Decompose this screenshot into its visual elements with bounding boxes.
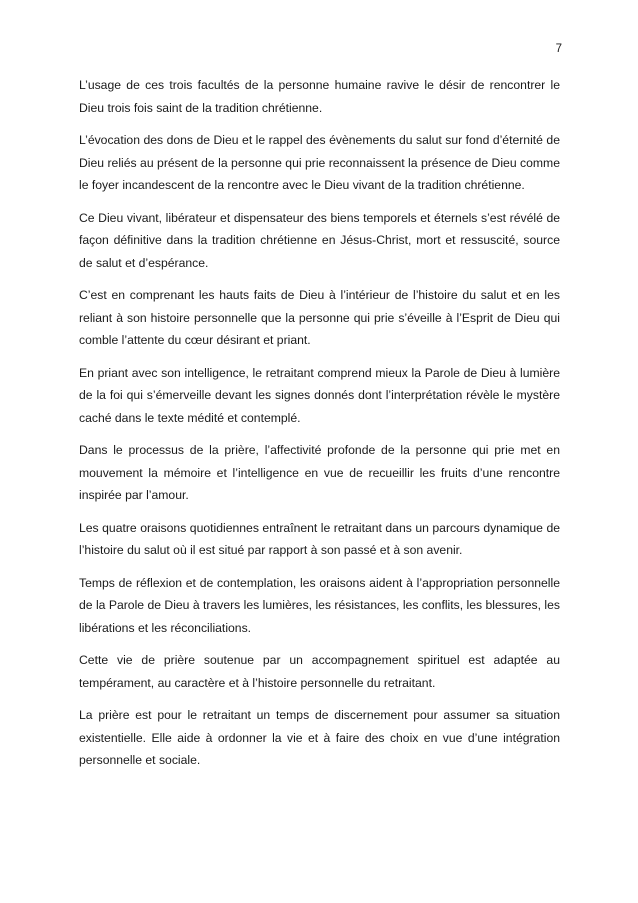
paragraph-3: Ce Dieu vivant, libérateur et dispensateur des biens temporels et éternels s’est révélé de façon définitive dans la tradition chrétienne en Jésus-Christ, mort et ressuscité, source de salut et d’espérance. bbox=[79, 210, 560, 270]
paragraph-10: La prière est pour le retraitant un temps de discernement pour assumer sa situation existentielle. Elle aide à ordonner la vie et à faire des choix en vue d’une intégration personnelle et sociale. bbox=[79, 708, 560, 767]
paragraph-5: En priant avec son intelligence, le retraitant comprend mieux la Parole de Dieu à lumière de la foi qui s’émerveille devant les signes donnés dont l’interprétation révèle le mystère caché dans le texte médité et contemplé. bbox=[79, 365, 560, 425]
paragraph-8: Temps de réflexion et de contemplation, les oraisons aident à l’appropriation personnelle de la Parole de Dieu à travers les lumières, les résistances, les conflits, les blessures, les libérations et les réconciliations. bbox=[79, 575, 560, 635]
page-number: 7 bbox=[555, 43, 562, 55]
paragraph-4: C’est en comprenant les hauts faits de Dieu à l’intérieur de l’histoire du salut et en les reliant à son histoire personnelle que la personne qui prie s’éveille à l’Esprit de Dieu qui comble l’attente du cœur désirant et priant. bbox=[79, 288, 560, 347]
paragraph-9: Cette vie de prière soutenue par un accompagnement spirituel est adaptée au tempérament, au caractère et à l’histoire personnelle du retraitant. bbox=[79, 653, 560, 690]
paragraph-1: L’usage de ces trois facultés de la personne humaine ravive le désir de rencontrer le Dieu trois fois saint de la tradition chrétienne. bbox=[79, 78, 560, 115]
paragraph-7: Les quatre oraisons quotidiennes entraînent le retraitant dans un parcours dynamique de l’histoire du salut où il est situé par rapport à son passé et à son avenir. bbox=[79, 520, 560, 557]
document-body bbox=[79, 74, 560, 782]
paragraph-6: Dans le processus de la prière, l’affectivité profonde de la personne qui prie met en mouvement la mémoire et l’intelligence en vue de recueillir les fruits d’une rencontre inspirée par l’amour. bbox=[79, 443, 560, 502]
paragraph-2: L’évocation des dons de Dieu et le rappel des évènements du salut sur fond d’éternité de Dieu reliés au présent de la personne qui prie reconnaissent la présence de Dieu comme le foyer incandescent de la rencontre avec le Dieu vivant de la tradition chrétienne. bbox=[79, 133, 560, 192]
